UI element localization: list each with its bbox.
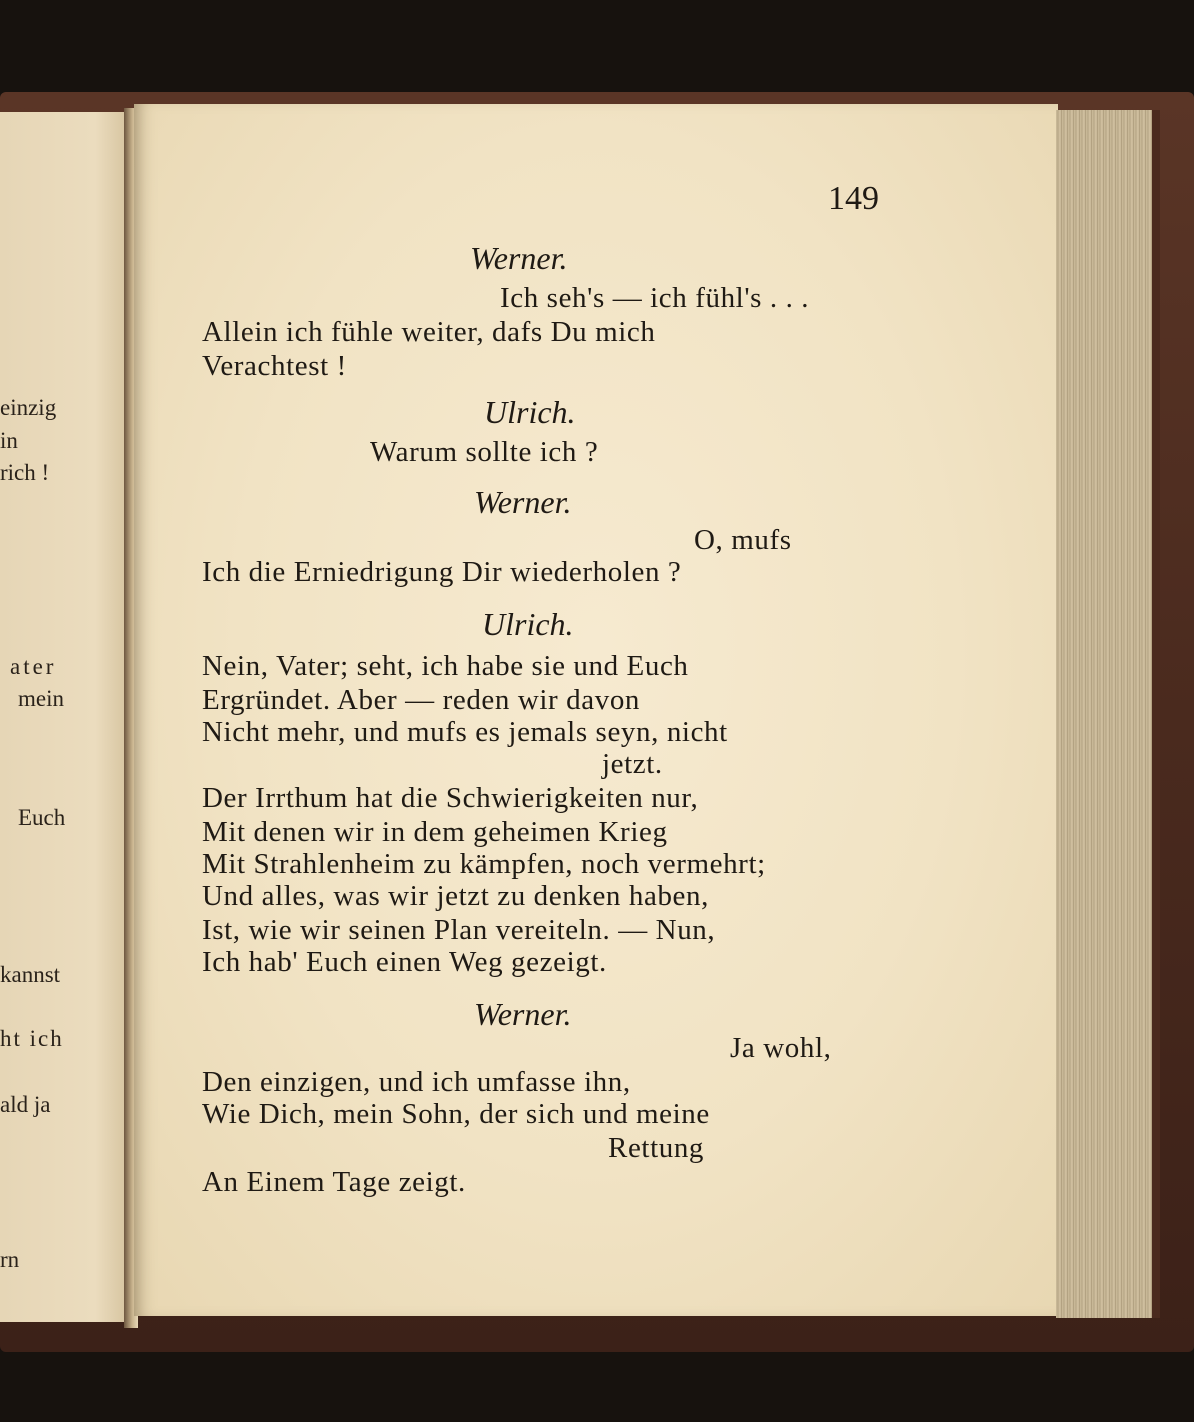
left-page-fragment: ater — [10, 654, 57, 679]
speaker-name: Ulrich. — [482, 606, 574, 642]
speaker-name: Ulrich. — [484, 394, 576, 430]
verse-line: Ja wohl, — [730, 1032, 832, 1064]
left-page — [0, 112, 136, 1322]
verse-line: Den einzigen, und ich umfasse ihn, — [202, 1066, 631, 1098]
verse-line: Ich hab' Euch einen Weg gezeigt. — [202, 946, 607, 978]
left-page-fragment: kannst — [0, 962, 61, 987]
page-number: 149 — [828, 180, 879, 217]
verse-line: Ergründet. Aber — reden wir davon — [202, 684, 641, 716]
speaker-name: Werner. — [474, 484, 572, 520]
verse-line: jetzt. — [602, 748, 663, 780]
page-edges — [1056, 110, 1160, 1318]
verse-line: Nicht mehr, und mufs es jemals seyn, nicht — [202, 716, 728, 748]
left-page-fragment: ald ja — [0, 1092, 51, 1117]
verse-line: Ich seh's — ich fühl's . . . — [500, 282, 810, 314]
verse-line: O, mufs — [694, 524, 792, 556]
left-page-fragment: rich ! — [0, 460, 50, 485]
left-page-fragment: Euch — [18, 805, 66, 830]
verse-line: Nein, Vater; seht, ich habe sie und Euch — [202, 650, 689, 682]
verse-line: Verachtest ! — [202, 350, 347, 382]
verse-line: Mit Strahlenheim zu kämpfen, noch vermehrt; — [202, 848, 766, 880]
verse-line: Allein ich fühle weiter, dafs Du mich — [202, 316, 656, 348]
verse-line: Warum sollte ich ? — [370, 436, 599, 468]
left-page-fragment: in — [0, 428, 18, 453]
left-page-fragment: ht ich — [0, 1026, 64, 1051]
verse-line: Ist, wie wir seinen Plan vereiteln. — Nun, — [202, 914, 716, 946]
left-page-fragment: rn — [0, 1247, 20, 1272]
left-page-fragment: einzig — [0, 395, 57, 420]
verse-line: Wie Dich, mein Sohn, der sich und meine — [202, 1098, 710, 1130]
verse-line: Und alles, was wir jetzt zu denken haben, — [202, 880, 709, 912]
verse-line: Der Irrthum hat die Schwierigkeiten nur, — [202, 782, 699, 814]
verse-line: Rettung — [608, 1132, 705, 1164]
speaker-name: Werner. — [474, 996, 572, 1032]
verse-line: An Einem Tage zeigt. — [202, 1166, 466, 1198]
left-page-fragment: mein — [18, 686, 64, 711]
speaker-name: Werner. — [470, 240, 568, 276]
verse-line: Mit denen wir in dem geheimen Krieg — [202, 816, 668, 848]
verse-line: Ich die Erniedrigung Dir wiederholen ? — [202, 556, 682, 588]
